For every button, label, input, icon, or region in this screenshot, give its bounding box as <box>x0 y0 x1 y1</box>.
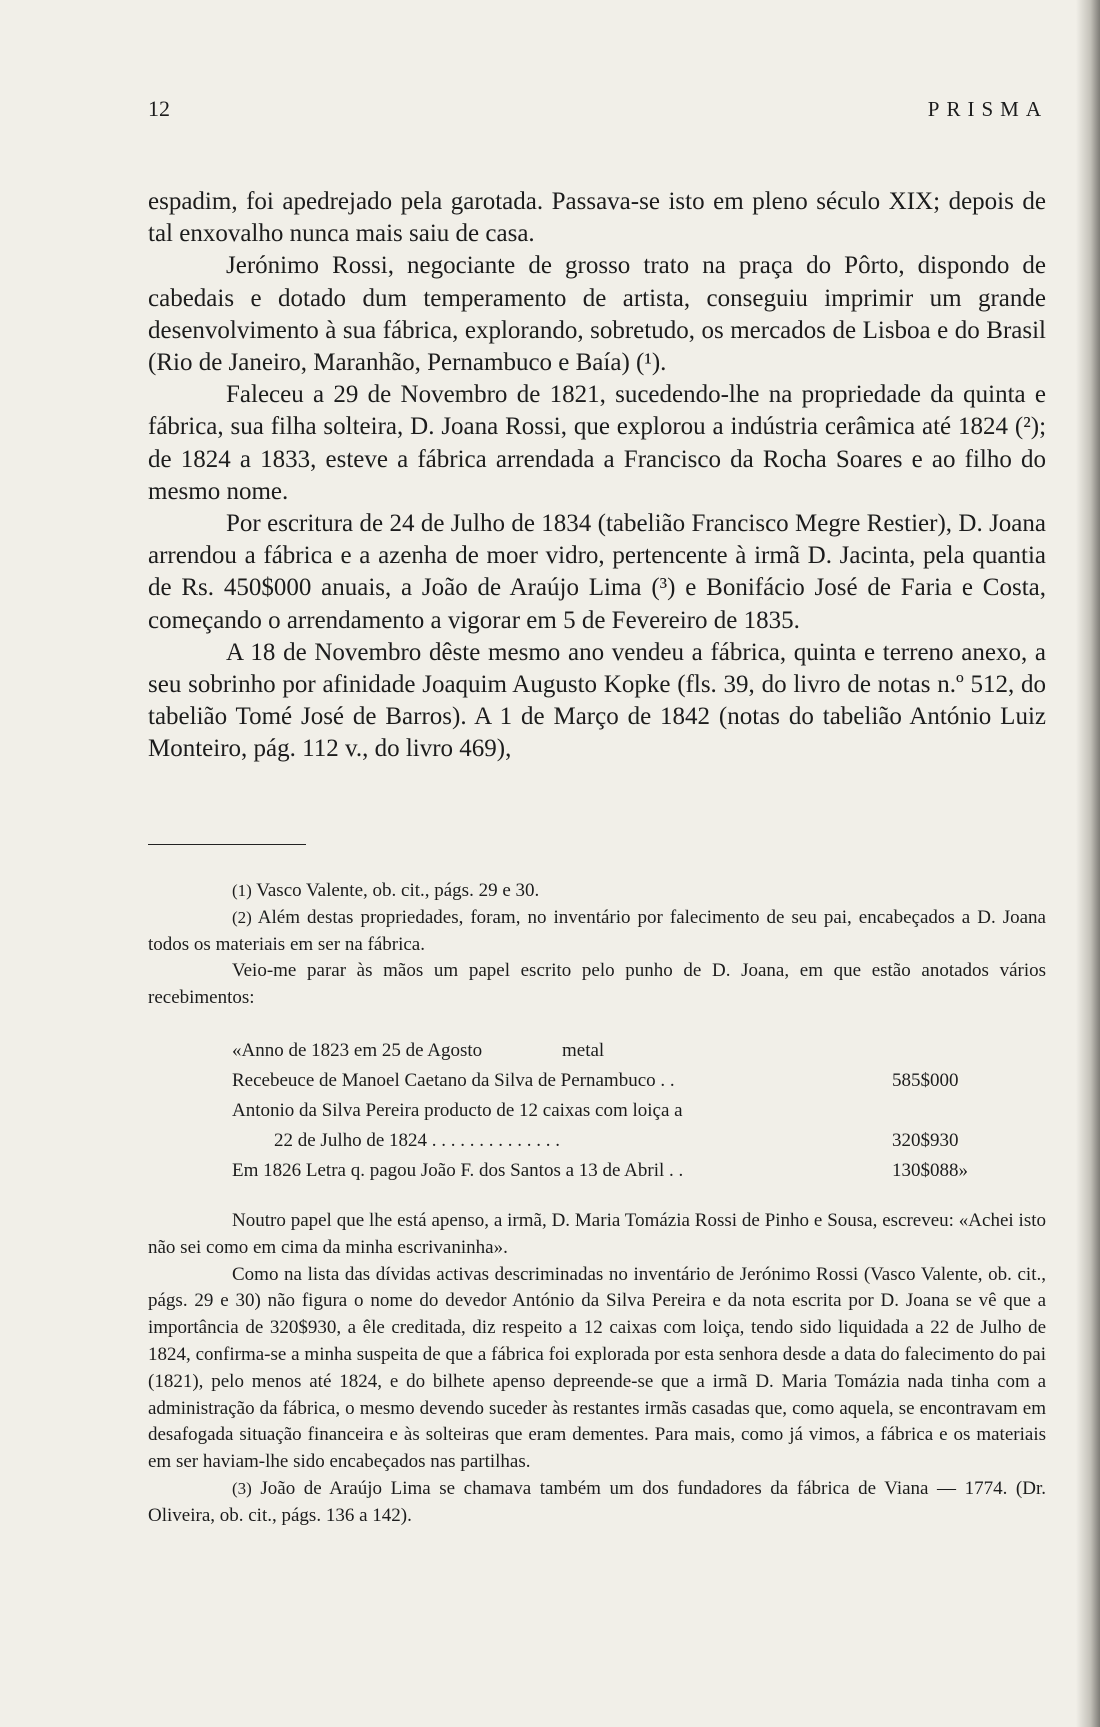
footnote-2-after: Noutro papel que lhe está apenso, a irmã, D. Maria Tomázia Rossi de Pinho e Sousa, escreveu: «Achei isto não sei como em cima da minha escrivaninha». <box>148 1209 1046 1258</box>
footnote-ref: (³) <box>651 574 676 602</box>
ledger-row: Antonio da Silva Pereira producto de 12 caixas com loiça a <box>232 1099 683 1121</box>
footnote-separator <box>148 844 306 845</box>
footnote-2-intro: Veio-me parar às mãos um papel escrito pelo punho de D. Joana, em que estão anotados vários recebimentos: <box>148 960 1046 1009</box>
ledger <box>232 1036 992 1186</box>
journal-title: PRISMA <box>927 97 1048 121</box>
ledger-heading: «Anno de 1823 em 25 de Agosto metal <box>232 1039 605 1061</box>
ledger-row: Em 1826 Letra q. pagou João F. dos Santos a 13 de Abril . . 130$088» <box>232 1159 968 1181</box>
page-edge-shadow <box>1076 0 1100 1727</box>
ledger-row: 22 de Julho de 1824 . . . . . . . . . . . . . . 320$930 <box>274 1129 959 1151</box>
paragraph: Por escritura de 24 de Julho de 1834 (tabelião Francisco Megre Restier), D. Joana arrendou a fábrica e a azenha de moer vidro, pertencente à irmã D. Jacinta, pela quantia de Rs. 450$000 anuais, a João de Araújo Lima (³) e Bonifácio José de Faria e Costa, começando o arrendamento a vigorar em 5 de Fevereiro de 1835. <box>148 510 1047 634</box>
main-text <box>148 186 1046 766</box>
paragraph: espadim, foi apedrejado pela garotada. Passava-se isto em pleno século XIX; depois de tal enxovalho nunca mais saiu de casa. <box>148 188 1046 248</box>
paragraph: Jerónimo Rossi, negociante de grosso trato na praça do Pôrto, dispondo de cabedais e dotado dum temperamento de artista, conseguiu imprimir um grande desenvolvimento à sua fábrica, explorando, sobretudo, os mercados de Lisboa e do Brasil (Rio de Janeiro, Maranhão, Pernambuco e Baía) (¹). <box>148 252 1046 377</box>
footnote-ref: (²) <box>1014 413 1040 441</box>
footnote-1: (1) Vasco Valente, ob. cit., págs. 29 e 30. <box>232 880 540 901</box>
footnotes <box>148 878 1046 1530</box>
footnote-ref: (¹). <box>636 349 667 377</box>
footnote-3: (3) João de Araújo Lima se chamava também um dos fundadores da fábrica de Viana — 1774. (Dr. Oliveira, ob. cit., págs. 136 a 142). <box>148 1477 1046 1526</box>
footnote-2: (2) Além destas propriedades, foram, no inventário por falecimento de seu pai, encabeçados a D. Joana todos os materiais em ser na fábrica. <box>148 906 1046 955</box>
ledger-row: Recebeuce de Manoel Caetano da Silva de Pernambuco . . 585$000 <box>232 1069 959 1091</box>
running-header <box>148 96 1048 122</box>
paragraph: A 18 de Novembro dêste mesmo ano vendeu a fábrica, quinta e terreno anexo, a seu sobrinho por afinidade Joaquim Augusto Kopke (fls. 39, do livro de notas n.º 512, do tabelião Tomé José de Barros). A 1 de Março de 1842 (notas do tabelião António Luiz Monteiro, pág. 112 v., do livro 469), <box>148 638 1046 763</box>
footnote-2-after: Como na lista das dívidas activas descriminadas no inventário de Jerónimo Rossi (Vasco Valente, ob. cit., págs. 29 e 30) não figura o nome do devedor António da Silva Pereira e da nota escrita por D. Joana se vê que a importância de 320$930, a êle creditada, diz respeito a 12 caixas com loiça, tendo sido liquidada a 22 de Julho de 1824, confirma-se a minha suspeita de que a fábrica foi explorada por esta senhora desde a data do falecimento do pai (1821), pelo menos até 1824, e do bilhete apenso depreende-se que a irmã D. Maria Tomázia nada tinha com a administração da fábrica, o mesmo devendo suceder às restantes irmãs casadas que, como aquela, se encontravam em desafogada situação financeira e às solteiras que eram dementes. Para mais, como já vimos, a fábrica e os materiais em ser haviam-lhe sido encabeçados nas partilhas. <box>148 1263 1046 1473</box>
page-number: 12 <box>148 96 170 121</box>
paragraph: Faleceu a 29 de Novembro de 1821, sucedendo-lhe na propriedade da quinta e fábrica, sua filha solteira, D. Joana Rossi, que explorou a indústria cerâmica até 1824 (²); de 1824 a 1833, esteve a fábrica arrendada a Francisco da Rocha Soares e ao filho do mesmo nome. <box>148 381 1047 505</box>
